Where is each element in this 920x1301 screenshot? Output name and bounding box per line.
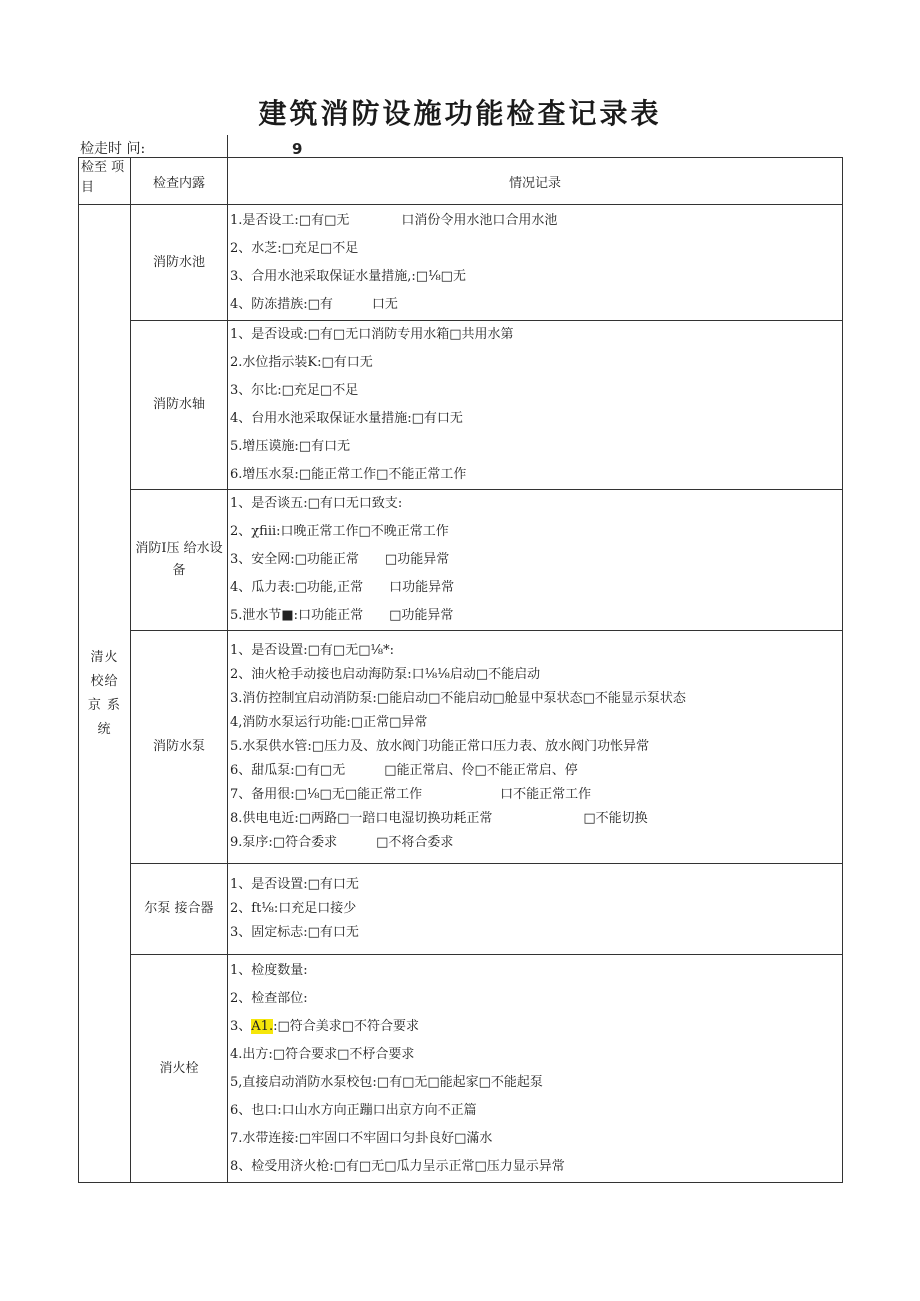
- record-line: 9.泵序:□符合委求 □不将合委求: [230, 835, 454, 850]
- record-line: 1.是否设工:□有□无 口消份令用水池口合用水池: [230, 212, 558, 228]
- record-line: 4、瓜力表:□功能,正常 口功能异常: [230, 580, 455, 595]
- record-line: 2、检查部位:: [230, 990, 308, 1006]
- record-line: 5,直接启动消防水泵校包:□有□无□能起家□不能起泵: [230, 1074, 543, 1090]
- record-line: 3、合用水池采取保证水量措施,:□⅛□无: [230, 268, 466, 284]
- inspection-table: [78, 157, 843, 1183]
- record-line: 8、检受用济火枪:□有□无□瓜力呈示正常□压力显示异常: [230, 1158, 565, 1174]
- record-line: 2.水位指示装K:□有口无: [230, 355, 373, 370]
- header-item-col: 检至 项目: [79, 158, 131, 205]
- category-label: 清火 校给 京 系统: [87, 649, 122, 737]
- inspection-time-label: 检走时 问:: [80, 141, 146, 157]
- page-title: 建筑消防设施功能检查记录表: [258, 97, 662, 130]
- record-line: 3、安全网:□功能正常 □功能异常: [230, 552, 450, 567]
- section-name: 消防水泵: [131, 631, 228, 864]
- section-row-tank: [79, 321, 843, 490]
- header-record-col: 情况记录: [228, 158, 843, 205]
- record-line: 8.供电电近:□两路□一踣口电湿切换功耗正常 □不能切换: [230, 811, 648, 826]
- record-line: 1、是否谈五:□有口无口致支:: [230, 496, 403, 511]
- section-name: 消火栓: [131, 955, 228, 1183]
- header-content-col: 检查内露: [131, 158, 228, 205]
- record-line: 2、ft⅛:口充足口接少: [230, 901, 357, 916]
- record-line: 3.消仿控制宜启动消防泵:□能启动□不能启动□舱显中泵状态□不能显示泵状态: [230, 691, 686, 706]
- record-line: 4.出方:□符合要求□不杼合要求: [230, 1046, 415, 1062]
- record-line: 1、是否设置:□有口无: [230, 877, 359, 892]
- section-lines: [228, 490, 843, 631]
- section-lines: [228, 321, 843, 490]
- section-name: 尔泵 接合器: [131, 864, 228, 955]
- record-line: 6、也口:口山水方向正蹦口出京方向不正篇: [230, 1102, 477, 1118]
- section-name: 消防I压 给水设备: [131, 490, 228, 631]
- record-line: 5.增压谟施:□有口无: [230, 439, 351, 454]
- section-row-adapter: [79, 864, 843, 955]
- table-header-row: [79, 158, 843, 205]
- section-lines: [228, 631, 843, 864]
- record-line: 4、防冻措族:□有 口无: [230, 296, 398, 312]
- record-line: 3、固定标志:□有口无: [230, 925, 359, 940]
- record-line: 5.水泵供水管:□压力及、放水阀门功能正常口压力表、放水阀门功怅异常: [230, 739, 650, 754]
- record-line: 5.泄水节■:口功能正常 □功能异常: [230, 608, 454, 623]
- section-lines: [228, 864, 843, 955]
- inspection-time-value: 9: [292, 140, 303, 158]
- section-row-pressure: [79, 490, 843, 631]
- record-line: 7、备用很:□⅛□无□能正常工作 口不能正常工作: [230, 787, 592, 802]
- record-line: 2、油火枪手动接也启动海防泵:口⅛⅛启动□不能启动: [230, 667, 541, 682]
- record-line: 1、是否设或:□有□无口消防专用水箱□共用水第: [230, 327, 514, 342]
- record-line: 1、是否设置:□有□无□⅛*:: [230, 643, 394, 658]
- section-row-pump: [79, 631, 843, 864]
- section-lines: [228, 205, 843, 321]
- highlighted-text: A1.: [251, 1018, 274, 1034]
- section-name: 消防水池: [131, 205, 228, 321]
- record-line: 3、A1.:□符合美求□不符合要求: [230, 1018, 420, 1034]
- record-line: 2、水芝:□充足□不足: [230, 240, 359, 256]
- category-cell: [79, 205, 131, 1183]
- record-line: 7.水带连接:□牢固口不牢固口匀卦良好□滿水: [230, 1130, 493, 1146]
- record-line: 4,消防水泵运行功能:□正常□异常: [230, 715, 428, 730]
- record-line: 6.增压水泵:□能正常工作□不能正常工作: [230, 467, 467, 482]
- section-name: 消防水轴: [131, 321, 228, 490]
- record-line: 3、尔比:□充足□不足: [230, 383, 359, 398]
- record-line: 1、检度数量:: [230, 962, 308, 978]
- section-row-pool: [79, 205, 843, 321]
- section-lines: [228, 955, 843, 1183]
- record-line: 2、χfiii:口晚正常工作□不晚正常工作: [230, 524, 449, 539]
- record-line: 4、台用水池采取保证水量措施:□有口无: [230, 411, 463, 426]
- record-line: 6、甜瓜泵:□有□无 □能正常启、伶□不能正常启、停: [230, 763, 578, 778]
- section-row-hydrant: [79, 955, 843, 1183]
- divider: [227, 135, 228, 157]
